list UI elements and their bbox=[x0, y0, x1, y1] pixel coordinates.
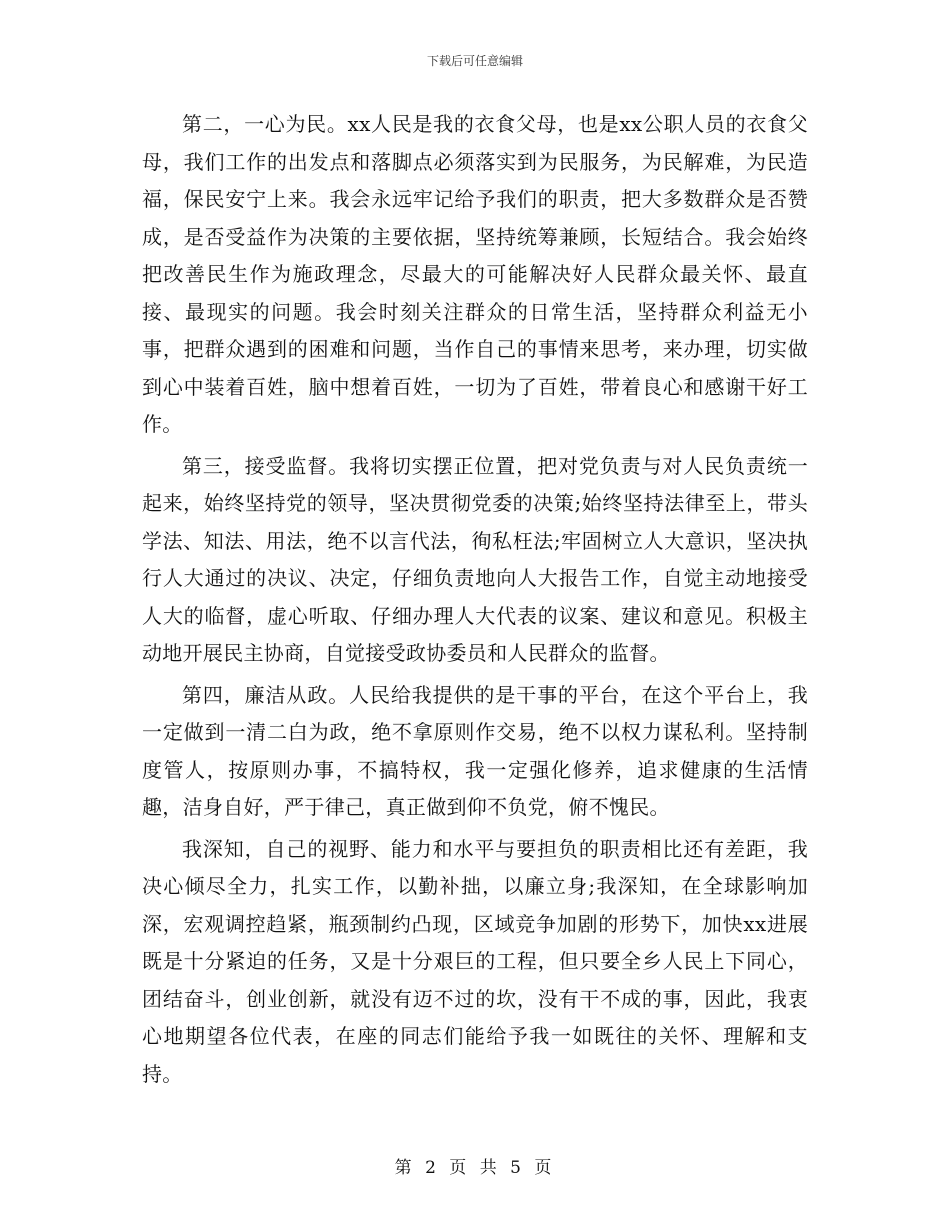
paragraph-third-point: 第三，接受监督。我将切实摆正位置，把对党负责与对人民负责统一起来，始终坚持党的领导，坚决贯彻党委的决策;始终坚持法律至上，带头学法、知法、用法，绝不以言代法，徇私枉法;牢固树立人大意识，坚决执行人大通过的决议、决定，仔细负责地向人大报告工作，自觉主动地接受人大的临督，虚心听取、仔细办理人大代表的议案、建议和意见。积极主动地开展民主协商，自觉接受政协委员和人民群众的监督。 bbox=[142, 453, 808, 665]
page-number-footer: 第 2 页 共 5 页 bbox=[394, 1158, 556, 1178]
paragraph-fourth-point: 第四，廉洁从政。人民给我提供的是干事的平台，在这个平台上，我一定做到一清二白为政，绝不拿原则作交易，绝不以权力谋私利。坚持制度管人，按原则办事，不搞特权，我一定强化修养，追求健康的生活情趣，洁身自好，严于律己，真正做到仰不负党，俯不愧民。 bbox=[142, 682, 808, 819]
paragraph-conclusion: 我深知，自己的视野、能力和水平与要担负的职责相比还有差距，我决心倾尽全力，扎实工作，以勤补拙，以廉立身;我深知，在全球影响加深，宏观调控趋紧，瓶颈制约凸现，区域竞争加剧的形势下，加快xx进展既是十分紧迫的任务，又是十分艰巨的工程，但只要全乡人民上下同心，团结奋斗，创业创新，就没有迈不过的坎，没有干不成的事，因此，我衷心地期望各位代表，在座的同志们能给予我一如既往的关怀、理解和支持。 bbox=[142, 836, 808, 1086]
page-header: 下载后可任意编辑 bbox=[426, 54, 523, 68]
paragraph-second-point: 第二，一心为民。xx人民是我的衣食父母，也是xx公职人员的衣食父母，我们工作的出发点和落脚点必须落实到为民服务，为民解难，为民造福，保民安宁上来。我会永远牢记给予我们的职责，把大多数群众是否赞成，是否受益作为决策的主要依据，坚持统筹兼顾，长短结合。我会始终把改善民生作为施政理念，尽最大的可能解决好人民群众最关怀、最直接、最现实的问题。我会时刻关注群众的日常生活，坚持群众利益无小事，把群众遇到的困难和问题，当作自己的事情来思考，来办理，切实做到心中装着百姓，脑中想着百姓，一切为了百姓，带着良心和感谢干好工作。 bbox=[142, 112, 808, 436]
document-body bbox=[142, 106, 808, 1097]
